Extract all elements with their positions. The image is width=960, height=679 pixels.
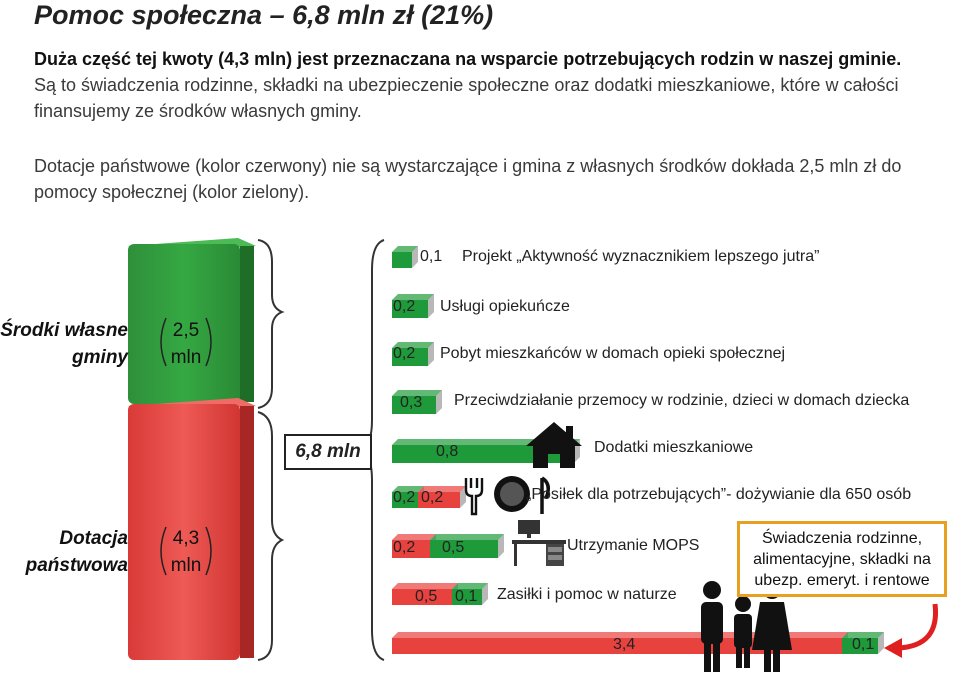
item-7-label: Utrzymanie MOPS <box>567 537 700 554</box>
item-9-value-own: 0,1 <box>852 636 875 653</box>
total-amount: 6,8 mln <box>284 434 372 470</box>
item-7-value-own: 0,2 <box>393 539 416 556</box>
state-subsidy-value: 4,3 mln <box>170 528 202 576</box>
item-8-value-own: 0,1 <box>455 588 478 605</box>
brace-state <box>258 412 282 660</box>
item-3-value: 0,2 <box>393 345 416 362</box>
intro-bold: Duża część tej kwoty (4,3 mln) jest przeznaczana na wsparcie potrzebujących rodzin w naszej gminie. <box>34 49 902 69</box>
intro-rest: Są to świadczenia rodzinne, składki na ubezpieczenie społeczne oraz dodatki mieszkaniowe, które w całości finansujemy ze środków własnych gminy. <box>34 75 899 121</box>
item-9-value-state: 3,4 <box>613 636 636 653</box>
item-4-label: Przeciwdziałanie przemocy w rodzinie, dzieci w domach dziecka <box>454 392 910 409</box>
item-5-label: Dodatki mieszkaniowe <box>594 439 754 456</box>
item-2-label: Usługi opiekuńcze <box>440 298 570 315</box>
item-4-value: 0,3 <box>400 394 423 411</box>
note-paragraph: Dotacje państwowe (kolor czerwony) nie są wystarczające i gmina z własnych środków dokłada 2,5 mln zł do pomocy społecznej (kolor zielony). <box>34 156 902 202</box>
item-2-value: 0,2 <box>393 298 416 315</box>
office-desk-icon <box>512 520 566 566</box>
item-3-label: Pobyt mieszkańców w domach opieki społecznej <box>440 345 786 362</box>
page-title: Pomoc społeczna – 6,8 mln zł (21%) <box>34 0 494 30</box>
own-funds-value: 2,5 mln <box>170 320 202 368</box>
bar-item-1 <box>392 246 418 268</box>
item-5-value: 0,8 <box>436 443 459 460</box>
curved-arrow-icon <box>884 604 936 658</box>
own-funds-label: Środki własne gminy <box>0 320 128 368</box>
item-6-label: „Posiłek dla potrzebujących”- dożywianie dla 650 osób <box>526 486 912 503</box>
item-1-label: Projekt „Aktywność wyznacznikiem lepszego jutra” <box>462 248 820 265</box>
item-1-value: 0,1 <box>420 248 443 265</box>
item-8-label: Zasiłki i pomoc w naturze <box>497 586 677 603</box>
item-6-value-own: 0,2 <box>393 489 416 506</box>
item-8-value-state: 0,5 <box>415 588 438 605</box>
item-9-label: Świadczenia rodzinne, alimentacyjne, składki na ubezp. emeryt. i rentowe <box>737 521 947 597</box>
item-7-value-state: 0,5 <box>442 539 465 556</box>
state-subsidy-label: Dotacja państwowa <box>25 528 128 576</box>
item-6-value-state: 0,2 <box>421 489 444 506</box>
brace-own <box>258 240 282 408</box>
